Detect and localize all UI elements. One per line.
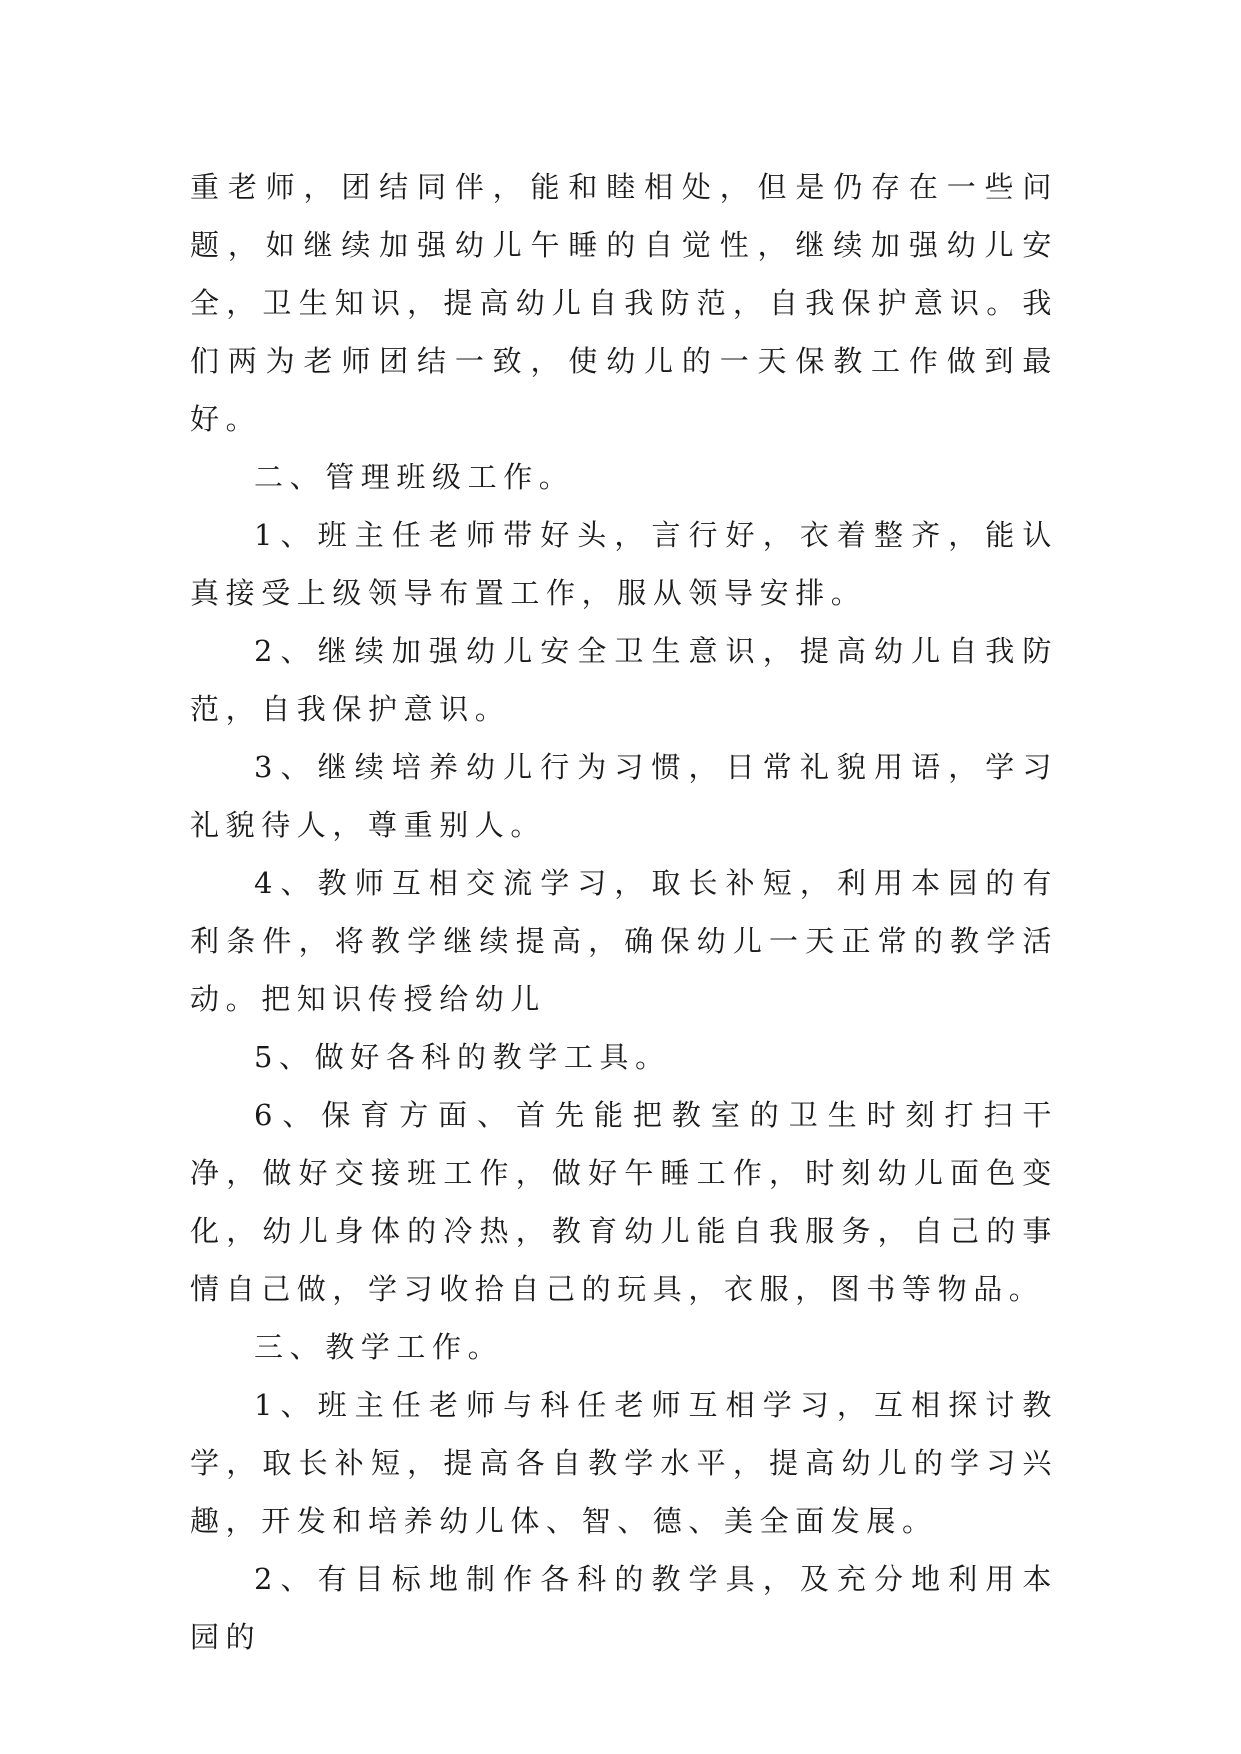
section-heading-teaching: 三、教学工作。 [254,1330,504,1364]
paragraph-teaching-item-2: 2、有目标地制作各科的教学具，及充分地利用本园的 [190,1562,1058,1654]
paragraph-teaching-item-1: 1、班主任老师与科任老师互相学习，互相探讨教学，取长补短，提高各自教学水平，提高幼儿的学习兴趣，开发和培养幼儿体、智、德、美全面发展。 [190,1388,1058,1538]
document-body [190,158,1058,1666]
paragraph-continuation: 重老师，团结同伴，能和睦相处，但是仍存在一些问题，如继续加强幼儿午睡的自觉性，继续加强幼儿安全，卫生知识，提高幼儿自我防范，自我保护意识。我们两为老师团结一致，使幼儿的一天保教工作做到最好。 [190,170,1058,436]
paragraph-item-5: 5、做好各科的教学工具。 [254,1040,671,1074]
section-heading-class-management: 二、管理班级工作。 [254,460,575,494]
paragraph-item-2: 2、继续加强幼儿安全卫生意识，提高幼儿自我防范，自我保护意识。 [190,634,1058,726]
paragraph-item-6: 6、保育方面、首先能把教室的卫生时刻打扫干净，做好交接班工作，做好午睡工作，时刻幼儿面色变化，幼儿身体的冷热，教育幼儿能自我服务，自己的事情自己做，学习收拾自己的玩具，衣服，图书等物品。 [190,1098,1058,1306]
paragraph-item-4: 4、教师互相交流学习，取长补短，利用本园的有利条件，将教学继续提高，确保幼儿一天正常的教学活动。把知识传授给幼儿 [190,866,1058,1016]
paragraph-item-3: 3、继续培养幼儿行为习惯，日常礼貌用语，学习礼貌待人，尊重别人。 [190,750,1058,842]
paragraph-item-1: 1、班主任老师带好头，言行好，衣着整齐，能认真接受上级领导布置工作，服从领导安排。 [190,518,1058,610]
